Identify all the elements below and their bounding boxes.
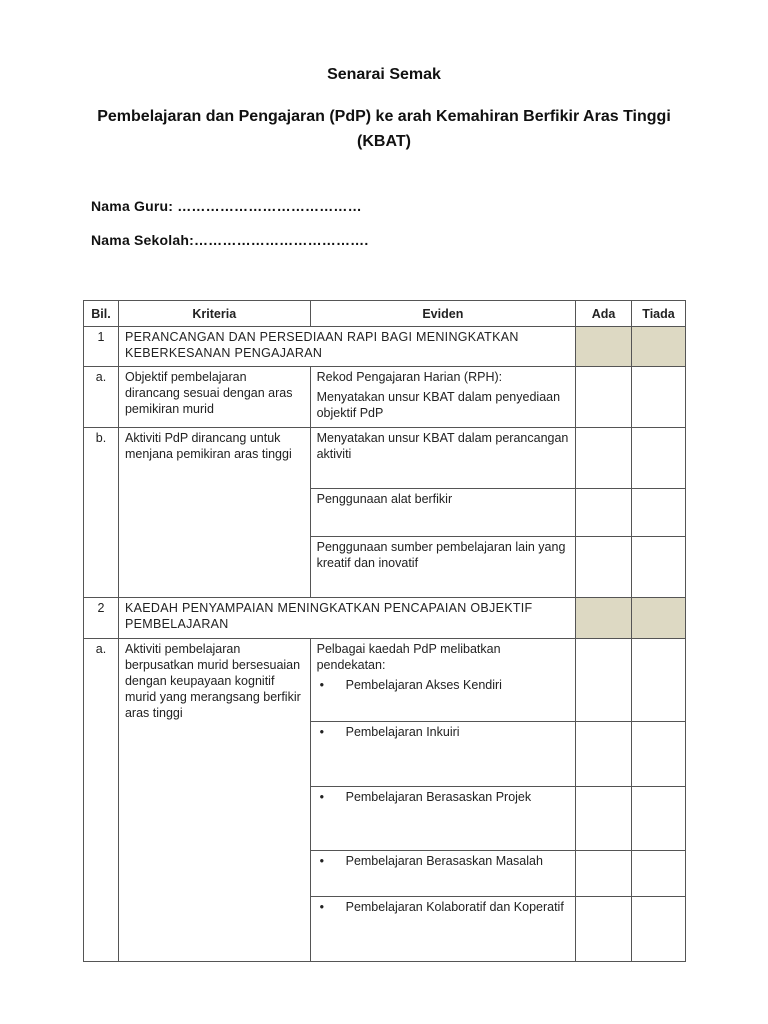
row-1a-tiada-checkbox[interactable] (632, 367, 686, 428)
row-1a-bil: a. (84, 367, 119, 428)
bullet-icon: • (319, 900, 324, 914)
header-eviden: Eviden (310, 301, 575, 327)
row-1a-ada-checkbox[interactable] (576, 367, 632, 428)
section-1-bil: 1 (84, 327, 119, 367)
row-2a-2-ada-checkbox[interactable] (576, 722, 632, 787)
row-2a-kriteria: Aktiviti pembelajaran berpusatkan murid bersesuaian dengan keupayaan kognitif murid yang merangsang berfikir aras tinggi (118, 639, 310, 962)
list-item: • Pembelajaran Akses Kendiri (317, 677, 569, 693)
checklist-table (83, 300, 686, 962)
row-1b-1-tiada-checkbox[interactable] (632, 428, 686, 489)
table-row (84, 428, 686, 489)
bullet-icon: • (319, 678, 324, 692)
bullet-icon: • (319, 854, 324, 868)
row-2a-eviden-3 (310, 787, 575, 851)
table-header-row (84, 301, 686, 327)
header-kriteria: Kriteria (118, 301, 310, 327)
row-1b-kriteria: Aktiviti PdP dirancang untuk menjana pemikiran aras tinggi (118, 428, 310, 598)
list-item: • Pembelajaran Berasaskan Masalah (317, 853, 569, 869)
row-1b-3-ada-checkbox[interactable] (576, 537, 632, 598)
row-1b-1-ada-checkbox[interactable] (576, 428, 632, 489)
row-1b-2-ada-checkbox[interactable] (576, 489, 632, 537)
bullet-icon: • (319, 790, 324, 804)
section-1-tiada-shaded (632, 327, 686, 367)
list-item: • Pembelajaran Kolaboratif dan Koperatif (317, 899, 569, 915)
section-2-ada-shaded (576, 598, 632, 639)
row-2a-3-tiada-checkbox[interactable] (632, 787, 686, 851)
row-1b-3-tiada-checkbox[interactable] (632, 537, 686, 598)
table-row (84, 367, 686, 428)
row-1a-eviden (310, 367, 575, 428)
table-row (84, 639, 686, 722)
row-1a-eviden-heading: Rekod Pengajaran Harian (RPH): (316, 370, 503, 384)
bullet-icon: • (319, 725, 324, 739)
row-2a-eviden-5 (310, 897, 575, 962)
section-1-title: PERANCANGAN DAN PERSEDIAAN RAPI BAGI MENINGKATKAN KEBERKESANAN PENGAJARAN (118, 327, 575, 367)
row-2a-eviden-1 (310, 639, 575, 722)
row-2a-1-ada-checkbox[interactable] (576, 639, 632, 722)
row-2a-5-ada-checkbox[interactable] (576, 897, 632, 962)
nama-guru-field[interactable]: Nama Guru: ………………………………… (91, 198, 362, 214)
section-row-2 (84, 598, 686, 639)
row-1a-kriteria: Objektif pembelajaran dirancang sesuai dengan aras pemikiran murid (118, 367, 310, 428)
row-2a-eviden-intro: Pelbagai kaedah PdP melibatkan pendekatan: (316, 642, 501, 672)
row-2a-eviden-2 (310, 722, 575, 787)
document-title: Senarai Semak (327, 66, 441, 83)
section-2-bil: 2 (84, 598, 119, 639)
row-2a-1-tiada-checkbox[interactable] (632, 639, 686, 722)
row-1a-eviden-text: Menyatakan unsur KBAT dalam penyediaan objektif PdP (316, 390, 561, 420)
nama-sekolah-field[interactable]: Nama Sekolah:………………………………. (91, 232, 369, 248)
row-2a-3-ada-checkbox[interactable] (576, 787, 632, 851)
header-tiada: Tiada (632, 301, 686, 327)
list-item: • Pembelajaran Berasaskan Projek (317, 789, 569, 805)
section-2-tiada-shaded (632, 598, 686, 639)
row-2a-bil: a. (84, 639, 119, 962)
row-2a-4-tiada-checkbox[interactable] (632, 851, 686, 897)
section-row-1 (84, 327, 686, 367)
section-2-title: KAEDAH PENYAMPAIAN MENINGKATKAN PENCAPAIAN OBJEKTIF PEMBELAJARAN (118, 598, 575, 639)
document-subtitle: Pembelajaran dan Pengajaran (PdP) ke arah Kemahiran Berfikir Aras Tinggi (KBAT) (97, 108, 671, 150)
header-ada: Ada (576, 301, 632, 327)
row-1b-2-tiada-checkbox[interactable] (632, 489, 686, 537)
row-2a-4-ada-checkbox[interactable] (576, 851, 632, 897)
row-1b-eviden-3: Penggunaan sumber pembelajaran lain yang kreatif dan inovatif (310, 537, 575, 598)
row-1b-bil: b. (84, 428, 119, 598)
row-2a-2-tiada-checkbox[interactable] (632, 722, 686, 787)
row-2a-5-tiada-checkbox[interactable] (632, 897, 686, 962)
row-2a-eviden-4 (310, 851, 575, 897)
section-1-ada-shaded (576, 327, 632, 367)
row-1b-eviden-1: Menyatakan unsur KBAT dalam perancangan aktiviti (310, 428, 575, 489)
header-bil: Bil. (84, 301, 119, 327)
row-1b-eviden-2: Penggunaan alat berfikir (310, 489, 575, 537)
list-item: • Pembelajaran Inkuiri (317, 724, 569, 740)
